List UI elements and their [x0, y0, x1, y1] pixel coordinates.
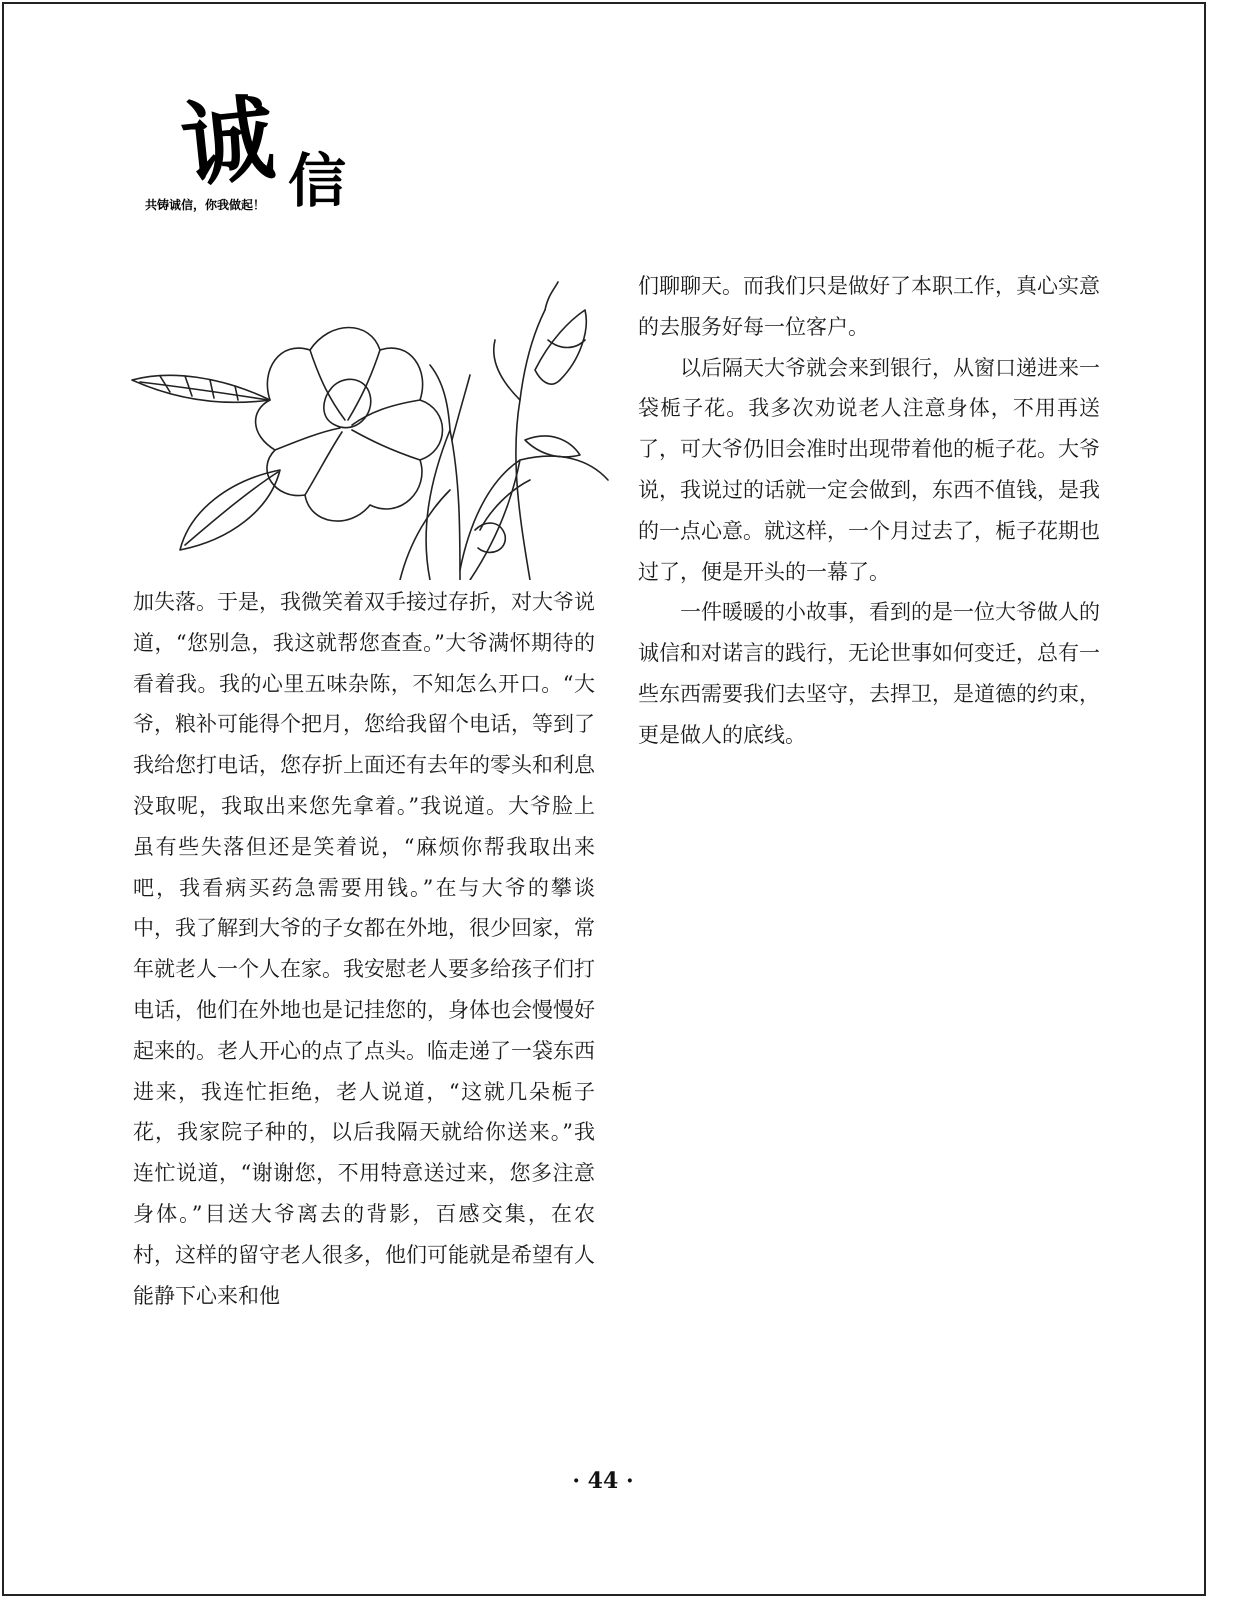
logo-char-xin: 信 — [288, 147, 347, 215]
integrity-logo — [140, 83, 370, 226]
right-paragraph-3: 一件暖暖的小故事，看到的是一位大爷做人的诚信和对诺言的践行，无论世事如何变迁，总有一些东西需要我们去坚守，去捍卫，是道德的约束，更是做人的底线。 — [638, 600, 1100, 747]
right-text-column — [638, 266, 1100, 756]
page-number: · 44 · — [572, 1468, 634, 1494]
gardenia-line-drawing-icon — [130, 280, 610, 580]
right-paragraph-1: 们聊聊天。而我们只是做好了本职工作，真心实意的去服务好每一位客户。 — [638, 274, 1100, 339]
logo-slogan: 共铸诚信，你我做起！ — [145, 198, 266, 212]
left-text-column — [133, 582, 595, 1316]
left-paragraph: 加失落。于是，我微笑着双手接过存折，对大爷说道，“您别急，我这就帮您查查。”大爷满怀期待的看着我。我的心里五味杂陈，不知怎么开口。“大爷，粮补可能得个把月，您给我留个电话，等到了我给您打电话，您存折上面还有去年的零头和利息没取呢，我取出来您先拿着。”我说道。大爷脸上虽有些失落但还是笑着说，“麻烦你帮我取出来吧，我看病买药急需要用钱。”在与大爷的攀谈中，我了解到大爷的子女都在外地，很少回家，常年就老人一个人在家。我安慰老人要多给孩子们打电话，他们在外地也是记挂您的，身体也会慢慢好起来的。老人开心的点了点头。临走递了一袋东西进来，我连忙拒绝，老人说道，“这就几朵栀子花，我家院子种的，以后我隔天就给你送来。”我连忙说道，“谢谢您，不用特意送过来，您多注意身体。”目送大爷离去的背影，百感交集，在农村，这样的留守老人很多，他们可能就是希望有人能静下心来和他 — [133, 590, 595, 1308]
right-paragraph-2: 以后隔天大爷就会来到银行，从窗口递进来一袋栀子花。我多次劝说老人注意身体，不用再送了，可大爷仍旧会准时出现带着他的栀子花。大爷说，我说过的话就一定会做到，东西不值钱，是我的一点心意。就这样，一个月过去了，栀子花期也过了，便是开头的一幕了。 — [638, 355, 1100, 584]
logo-char-cheng: 诚 — [176, 83, 278, 201]
